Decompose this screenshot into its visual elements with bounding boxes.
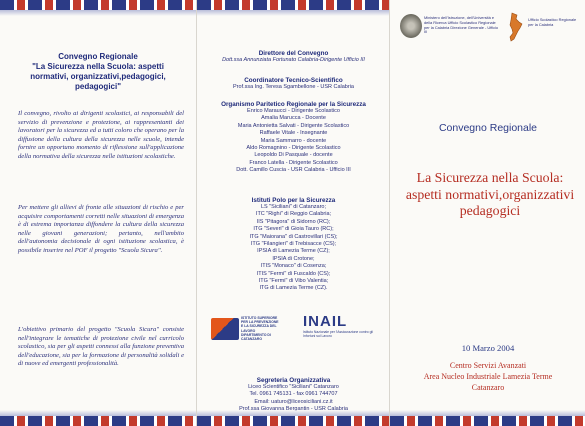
inail-logo <box>303 314 381 346</box>
organismo-member: Dott. Camillo Cuscia - USR Calabria - Ufficio III <box>236 167 351 174</box>
sponsor-logos <box>211 314 379 348</box>
cover-title-line: aspetti normativi,organizzativi <box>405 186 575 202</box>
organismo-member: Franco Latella - Dirigente Scolastico <box>249 159 338 166</box>
istituto-item: ITG "Maiorana" di Castrovillari (CS); <box>249 233 338 240</box>
istituto-item: ITG di Lamezia Terme (CZ). <box>259 285 328 292</box>
ministry-header: Ministero dell'Istruzione, dell'Università e della Ricerca Ufficio Scolastico Regionale per la Calabria Direzione Generale - Ufficio III <box>424 15 499 35</box>
cover-convegno-label: Convegno Regionale <box>438 122 538 134</box>
segreteria-section <box>201 377 386 414</box>
intro-paragraph: Il convegno, rivolto ai dirigenti scolastici, ai responsabili del servizio di prevenzione e protezione, ai rappresentanti dei lavoratori per la sicurezza ed a tutti coloro che operano per la diffusione della cultura della sicurezza nelle scuole, intende fornire un opportuno momento di riflessione sull'applicazione della normativa della sicurezza nelle istituzioni scolastiche. <box>18 110 184 160</box>
organismo-member: Enrico Maraucci - Dirigente Scolastico <box>247 108 340 114</box>
cover-title-line: La Sicurezza nella Scuola: <box>416 170 564 185</box>
risk-paragraph: Per mettere gli allievi di fronte alle situazioni di rischio e per acquisire comportamenti corretti nelle situazioni di emergenza è di estrema importanza diffondere la cultura della sicurezza nelle giovani generazioni; pertanto, nell'ambito dell'autonomia decisionale di ogni istituzione scolastica, è possibile inserire nel POF il progetto "Scuola Sicura". <box>18 204 184 254</box>
brochure-panel-middle <box>196 0 389 426</box>
event-venue <box>390 361 585 393</box>
event-date: 10 Marzo 2004 <box>461 343 515 353</box>
coordinatore-line: Prof.ssa Ing. Teresa Sgambellone - USR Calabria <box>233 84 354 90</box>
inail-logo-text: Istituto Nazionale per l'Assicurazione contro gli Infortuni sul Lavoro <box>303 330 374 338</box>
regional-office-header: Ufficio Scolastico Regionale per la Calabria <box>528 17 577 27</box>
convegno-heading: Convegno Regionale <box>58 52 138 61</box>
istituto-item: ITG "Filangieri" di Trebisacce (CS); <box>250 241 337 248</box>
panel-left-heading <box>12 52 184 92</box>
direttore-heading: Direttore del Convegno <box>258 50 329 57</box>
decorative-wave-top <box>197 10 389 16</box>
organismo-member: Maria Sammarro - docente <box>260 137 327 144</box>
organismo-section <box>201 101 386 175</box>
istituto-item: ITC "Righi" di Reggio Calabria; <box>255 211 332 218</box>
istituti-section <box>201 197 386 293</box>
decorative-stripe-top <box>0 0 196 10</box>
istituti-heading: Istituti Polo per la Sicurezza <box>251 197 336 204</box>
decorative-stripe-bottom <box>197 416 389 426</box>
ispesl-logo <box>211 314 277 344</box>
brochure-panel-left <box>0 0 196 426</box>
coordinatore-heading: Coordinatore Tecnico-Scientifico <box>244 77 343 84</box>
istituto-item: IPSIA di Lamezia Terme (CZ); <box>257 248 330 255</box>
brochure-panel-cover <box>389 0 585 426</box>
istituto-item: IPSIA di Crotone; <box>272 255 315 262</box>
segreteria-email: Email: uaturo@liceosiciliani.cz.it <box>254 398 333 405</box>
decorative-stripe-bottom <box>0 416 196 426</box>
direttore-line: Dott.ssa Annunziata Fortunato Calabria-Dirigente Ufficio III <box>222 57 365 63</box>
organismo-member: Aldo Romagnino - Dirigente Scolastico <box>246 145 341 152</box>
direttore-section <box>201 50 386 64</box>
organismo-member: Raffaele Vitale - Insegnante <box>259 130 328 137</box>
objective-paragraph: L'obiettivo primario del progetto "Scuola Sicura" consiste nell'integrare le tematiche di protezione civile nel curricolo scolastico, sia per gli aspetti connessi alla funzione preventiva dell'educazione, sia per la formazione di personalità solidali e di nuove ed emergenti professionalità. <box>18 326 184 368</box>
cover-title <box>400 170 580 220</box>
cover-title-line: pedagogici <box>459 203 521 218</box>
organismo-member: Leopoldo Di Pasquale - docente <box>254 152 333 159</box>
istituto-item: IIS "Pitagora" di Sidorno (RC); <box>256 218 331 225</box>
coordinatore-section <box>201 77 386 91</box>
organismo-member: Maria Antonietta Salvati - Dirigente Scolastico <box>237 122 350 129</box>
segreteria-heading: Segreteria Organizzativa <box>256 377 331 384</box>
venue-line: Catanzaro <box>471 382 505 392</box>
venue-line: Area Nucleo Industriale Lamezia Terme <box>423 371 553 381</box>
segreteria-line: Liceo Scientifico "Siciliani" Catanzaro <box>248 384 339 390</box>
ispesl-logo-mark-icon <box>211 318 239 340</box>
calabria-map-icon <box>507 12 525 42</box>
venue-line: Centro Servizi Avanzati <box>449 361 527 370</box>
decorative-stripe-bottom <box>390 416 585 426</box>
organismo-heading: Organismo Paritetico Regionale per la Sicurezza <box>221 101 366 108</box>
republic-emblem-icon <box>400 14 422 38</box>
istituto-item: ITIS "Fermi" di Fuscaldo (CS); <box>256 270 331 277</box>
ispesl-logo-text: ISTITUTO SUPERIORE PER LA PREVENZIONE E LA SICUREZZA DEL LAVORO DIPARTIMENTO DI CATANZARO <box>241 316 279 342</box>
inail-logo-mark: INAIL <box>303 313 348 330</box>
istituto-item: ITG "Severi" di Gioia Tauro (RC); <box>253 226 334 233</box>
istituto-item: ITIS "Monaco" di Cosenza; <box>260 263 327 270</box>
istituto-item: ITG "Fermi" di Vibo Valentia; <box>258 278 329 285</box>
istituto-item: LS "Siciliani" di Catanzaro; <box>260 204 327 210</box>
convegno-subheading: "La Sicurezza nella Scuola: aspetti normativi, organizzativi,pedagogici, pedagogici" <box>30 62 166 91</box>
decorative-stripe-top <box>197 0 389 10</box>
decorative-wave-top <box>0 10 196 16</box>
segreteria-phone: Tel. 0961 745131 - fax 0961 744707 <box>249 391 338 398</box>
organismo-member: Amalia Marucca - Docente <box>261 115 326 122</box>
